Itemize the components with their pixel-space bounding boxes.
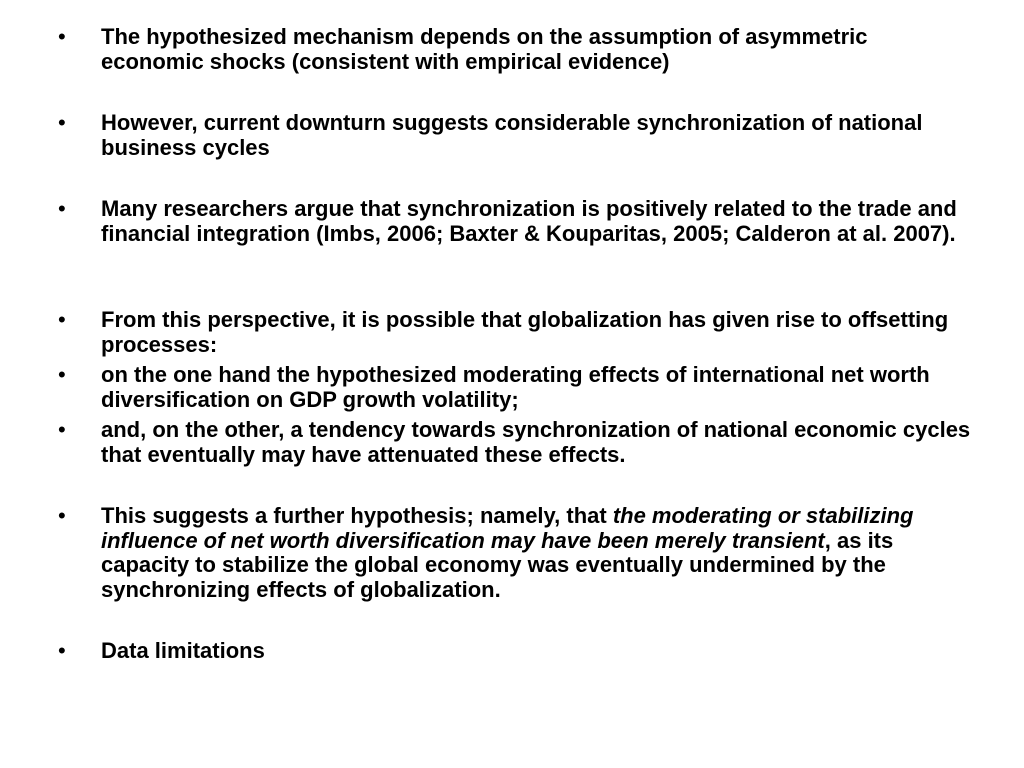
bullet-marker: • [58,196,66,221]
bullet-text: Data limitations [101,638,265,663]
bullet-marker: • [58,24,66,49]
bullet-marker: • [58,638,66,663]
bullet-text: on the one hand the hypothesized moderating effects of international net worth diversification on GDP growth volatility; [101,362,930,412]
bullet-marker: • [58,417,66,442]
bullet-marker: • [58,110,66,135]
bullet-marker: • [58,362,66,387]
bullet-text: However, current downturn suggests considerable synchronization of national business cycles [101,110,923,160]
bullet-marker: • [58,503,66,528]
bullet-text-mixed [101,504,971,602]
bullet-text-lead: This suggests a further hypothesis; namely, that [101,503,613,528]
bullet-text: The hypothesized mechanism depends on the assumption of asymmetric economic shocks (consistent with empirical evidence) [101,24,868,74]
bullet-text: and, on the other, a tendency towards synchronization of national economic cycles that eventually may have attenuated these effects. [101,417,971,467]
bullet-marker: • [58,307,66,332]
bullet-text-italic: the moderating or stabilizing influence of net worth diversification may have been merely transient [101,503,914,553]
bullet-text-tail: , as its capacity to stabilize the global economy was eventually undermined by the synchronizing effects of globalization. [101,527,894,602]
bullet-text: From this perspective, it is possible that globalization has given rise to offsetting processes: [101,307,949,357]
bullet-text: Many researchers argue that synchronization is positively related to the trade and financial integration (Imbs, 2006; Baxter & Kouparitas, 2005; Calderon at al. 2007). [101,196,957,246]
